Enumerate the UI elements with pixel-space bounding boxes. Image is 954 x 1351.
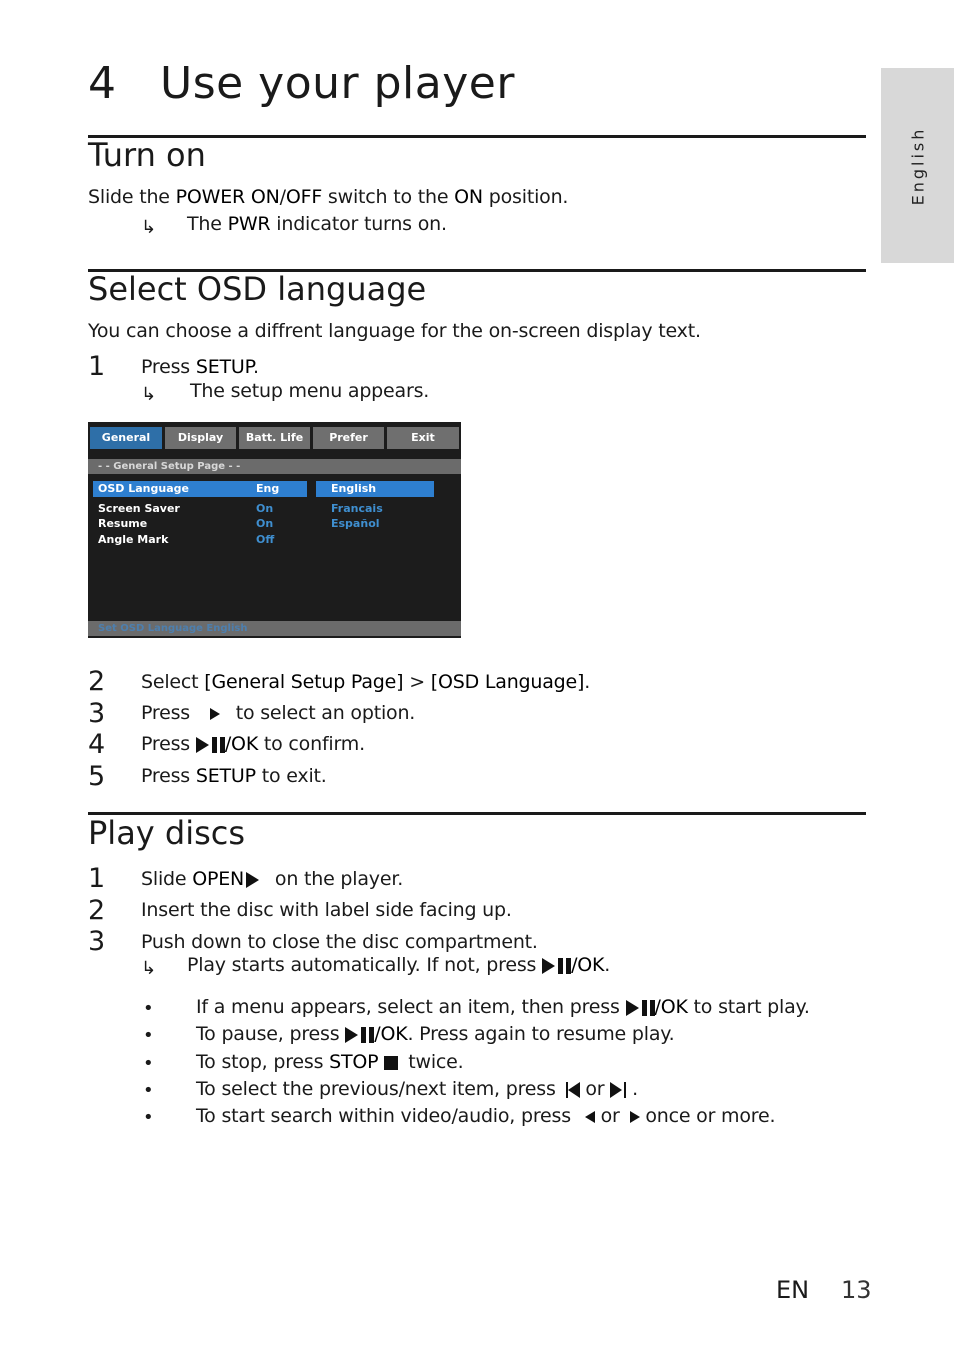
step-number: 4 bbox=[88, 729, 106, 760]
bullet-item: To stop, press STOP twice. bbox=[196, 1051, 464, 1073]
bullet-dot: • bbox=[143, 1107, 154, 1128]
screen-row-label: OSD Language bbox=[98, 482, 189, 495]
screen-row-value: Off bbox=[256, 533, 275, 546]
bullet-item: If a menu appears, select an item, then press /OK to start play. bbox=[196, 996, 810, 1018]
step-number: 3 bbox=[88, 926, 106, 957]
screen-option: Español bbox=[331, 517, 380, 530]
result-arrow-icon: ↳ bbox=[141, 384, 157, 405]
bullet-item: To start search within video/audio, press or once or more. bbox=[196, 1105, 776, 1127]
bullet-dot: • bbox=[143, 1025, 154, 1046]
stop-icon bbox=[384, 1056, 398, 1070]
play-icon bbox=[626, 1000, 639, 1016]
pause-icon bbox=[361, 1027, 374, 1043]
step-number: 3 bbox=[88, 698, 106, 729]
screen-option: English bbox=[331, 482, 377, 495]
osd-step1-result: The setup menu appears. bbox=[190, 380, 430, 402]
rewind-icon bbox=[585, 1111, 595, 1123]
play-step3-result: Play starts automatically. If not, press /OK. bbox=[187, 954, 611, 976]
chapter-title bbox=[88, 58, 515, 109]
osd-step4-text: Press /OK to confirm. bbox=[141, 733, 365, 755]
screen-row-value: Eng bbox=[256, 482, 280, 495]
play-step1-text: Slide OPEN on the player. bbox=[141, 868, 404, 890]
side-tab-label: English bbox=[908, 126, 927, 205]
step-number: 1 bbox=[88, 863, 106, 894]
result-arrow-icon: ↳ bbox=[141, 958, 157, 979]
section-heading-turn-on: Turn on bbox=[88, 136, 206, 174]
screen-tab-exit: Exit bbox=[387, 427, 459, 449]
screen-tab-prefer: Prefer bbox=[313, 427, 384, 449]
screen-status-bar: Set OSD Language English bbox=[88, 621, 461, 636]
screen-option: Francais bbox=[331, 502, 383, 515]
osd-step3-text: Press to select an option. bbox=[141, 702, 416, 724]
pause-icon bbox=[642, 1000, 655, 1016]
bullet-dot: • bbox=[143, 998, 154, 1019]
step-number: 2 bbox=[88, 895, 106, 926]
step-number: 1 bbox=[88, 351, 106, 382]
bullet-item: To select the previous/next item, press or . bbox=[196, 1078, 638, 1100]
osd-step1-text: Press SETUP. bbox=[141, 356, 259, 378]
next-icon bbox=[610, 1082, 622, 1098]
screen-tab-batt-life: Batt. Life bbox=[239, 427, 310, 449]
play-step3-text: Push down to close the disc compartment. bbox=[141, 931, 538, 953]
osd-step2-text: Select [General Setup Page] > [OSD Language]. bbox=[141, 671, 591, 693]
pause-icon bbox=[212, 737, 225, 753]
screen-row-value: On bbox=[256, 517, 274, 530]
pause-icon bbox=[558, 958, 571, 974]
setup-menu-screen bbox=[88, 422, 461, 638]
open-arrow-icon bbox=[246, 872, 259, 888]
play-icon bbox=[345, 1027, 358, 1043]
play-right-icon bbox=[210, 708, 220, 720]
screen-page-title: - - General Setup Page - - bbox=[88, 459, 461, 474]
osd-step5-text: Press SETUP to exit. bbox=[141, 765, 327, 787]
screen-row-value: On bbox=[256, 502, 274, 515]
result-arrow-icon: ↳ bbox=[141, 217, 157, 238]
section-heading-play-discs: Play discs bbox=[88, 814, 246, 852]
screen-row-label: Screen Saver bbox=[98, 502, 180, 515]
page-number: 13 bbox=[841, 1276, 872, 1304]
footer-language: EN bbox=[776, 1276, 810, 1304]
screen-tab-display: Display bbox=[165, 427, 236, 449]
play-step2-text: Insert the disc with label side facing up. bbox=[141, 899, 512, 921]
chapter-number: 4 bbox=[88, 58, 117, 109]
step-number: 5 bbox=[88, 761, 106, 792]
play-icon bbox=[542, 958, 555, 974]
bullet-dot: • bbox=[143, 1053, 154, 1074]
step-number: 2 bbox=[88, 666, 106, 697]
screen-row-label: Resume bbox=[98, 517, 148, 530]
bullet-item: To pause, press /OK. Press again to resume play. bbox=[196, 1023, 675, 1045]
turn-on-instruction: Slide the POWER ON/OFF switch to the ON position. bbox=[88, 186, 569, 208]
osd-intro: You can choose a diffrent language for the on-screen display text. bbox=[88, 320, 701, 342]
play-icon bbox=[196, 737, 209, 753]
screen-row-label: Angle Mark bbox=[98, 533, 169, 546]
language-side-tab bbox=[881, 68, 954, 263]
chapter-title-text: Use your player bbox=[160, 58, 515, 109]
turn-on-result: The PWR indicator turns on. bbox=[187, 213, 447, 235]
bullet-dot: • bbox=[143, 1080, 154, 1101]
screen-tab-general: General bbox=[90, 427, 162, 449]
previous-icon bbox=[568, 1082, 580, 1098]
section-heading-osd: Select OSD language bbox=[88, 270, 427, 308]
forward-icon bbox=[630, 1111, 640, 1123]
